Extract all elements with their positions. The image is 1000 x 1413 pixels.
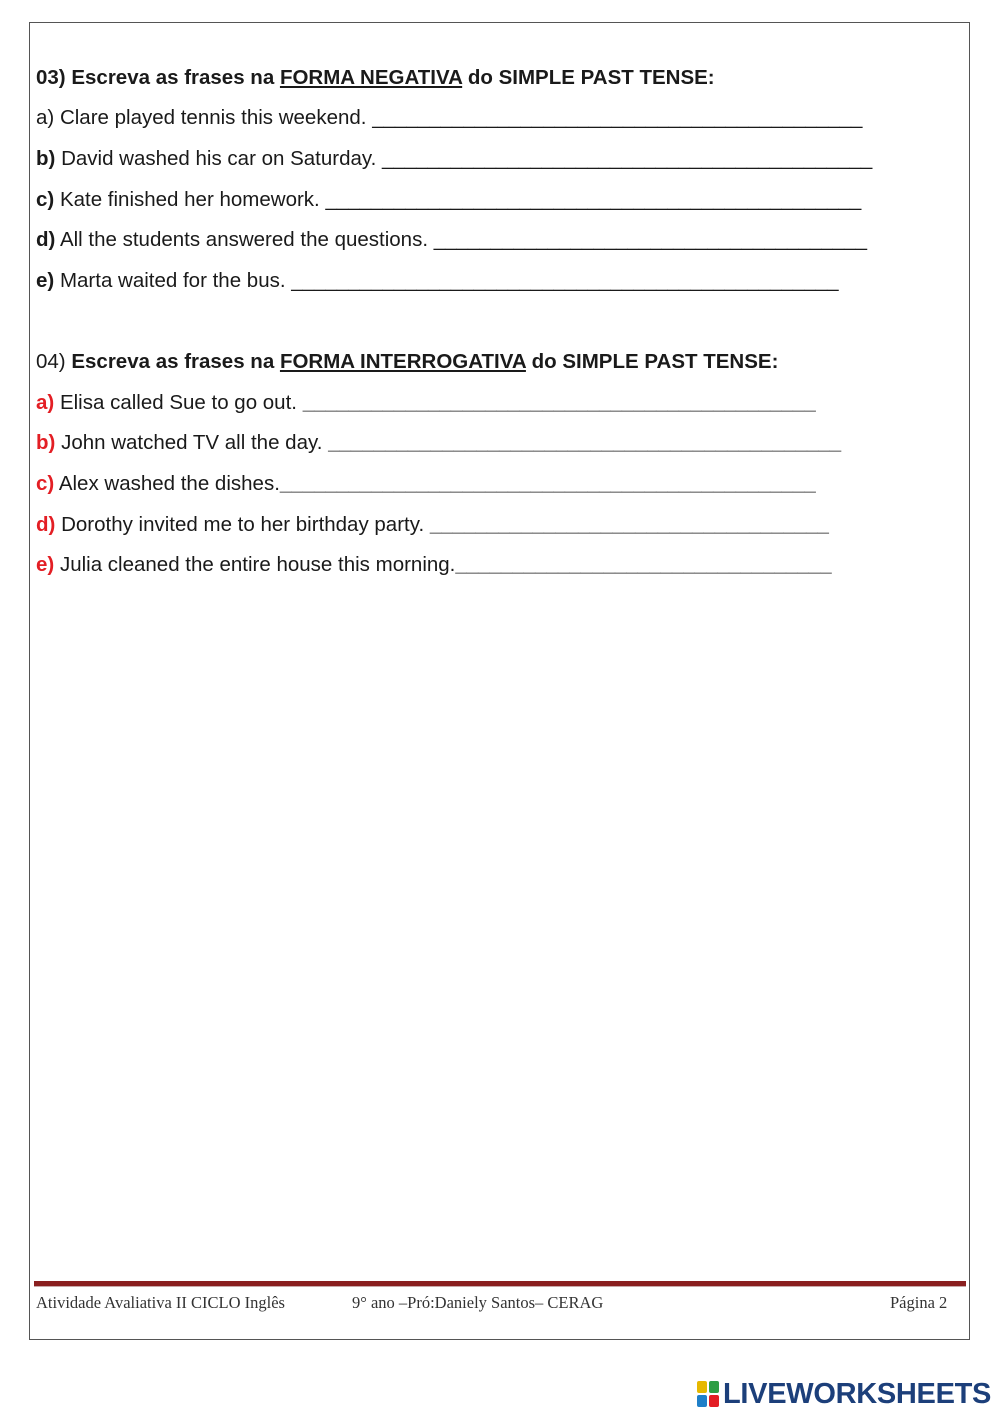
q03-item-b-answer-blank[interactable]: ___________________________________________ <box>382 147 873 170</box>
q03-item-a-text: Clare played tennis this weekend. <box>59 106 367 129</box>
q04-item-d-answer-blank[interactable]: ___________________________________ <box>429 513 829 536</box>
footer-page-number: Página 2 <box>890 1293 948 1312</box>
q03-item-b <box>36 146 872 172</box>
logo-square-red <box>709 1395 719 1407</box>
q04-item-a-text: Elisa called Sue to go out. <box>59 391 297 414</box>
q04-item-b <box>36 430 841 456</box>
q04-item-b-label: b) <box>36 431 56 454</box>
q03-item-b-label: b) <box>36 147 56 170</box>
logo-square-green <box>709 1381 719 1393</box>
q03-item-d <box>36 227 867 253</box>
q04-item-e-text: Julia cleaned the entire house this morning. <box>59 553 456 576</box>
q03-item-c-label: c) <box>36 188 55 211</box>
q03-item-a-label: a) <box>36 106 55 129</box>
q03-item-a <box>36 105 862 131</box>
q03-number: 03) <box>36 66 66 89</box>
footer-divider <box>34 1281 966 1287</box>
q04-item-a-label: a) <box>36 391 55 414</box>
q04-item-a <box>36 390 816 416</box>
q03-item-c-answer-blank[interactable]: _______________________________________________ <box>325 188 862 211</box>
q03-item-d-text: All the students answered the questions. <box>59 228 429 251</box>
footer-course: Atividade Avaliativa II CICLO Inglês <box>36 1293 285 1312</box>
q04-item-e <box>36 552 832 578</box>
q04-item-d-text: Dorothy invited me to her birthday party. <box>61 513 425 536</box>
page-border <box>29 22 970 1340</box>
q04-item-d <box>36 512 829 538</box>
q04-item-c-answer-blank[interactable]: _______________________________________________ <box>279 472 816 495</box>
q03-heading <box>36 65 715 91</box>
q04-number: 04) <box>36 350 66 373</box>
q03-heading-pre: Escreva as frases na <box>71 66 275 89</box>
q04-item-b-answer-blank[interactable]: _____________________________________________ <box>328 431 842 454</box>
q04-heading-pre: Escreva as frases na <box>71 350 275 373</box>
q04-item-d-label: d) <box>36 513 56 536</box>
q04-item-a-answer-blank[interactable]: _____________________________________________ <box>302 391 816 414</box>
q04-item-c <box>36 471 816 497</box>
q03-item-d-answer-blank[interactable]: ______________________________________ <box>433 228 867 251</box>
q03-item-b-text: David washed his car on Saturday. <box>61 147 377 170</box>
q04-item-c-label: c) <box>36 472 55 495</box>
q04-item-e-label: e) <box>36 553 55 576</box>
q03-item-c-text: Kate finished her homework. <box>59 188 320 211</box>
q03-item-c <box>36 187 861 213</box>
footer-class-teacher: 9° ano –Pró:Daniely Santos– CERAG <box>352 1293 604 1312</box>
q03-item-d-label: d) <box>36 228 56 251</box>
q04-heading-post: do SIMPLE PAST TENSE: <box>531 350 779 373</box>
q03-item-e-label: e) <box>36 269 55 292</box>
q04-heading <box>36 349 778 375</box>
q04-item-e-answer-blank[interactable]: _________________________________ <box>455 553 832 576</box>
q04-item-b-text: John watched TV all the day. <box>61 431 323 454</box>
q03-heading-underlined: FORMA NEGATIVA <box>279 66 463 89</box>
q03-item-e-text: Marta waited for the bus. <box>59 269 286 292</box>
q04-heading-underlined: FORMA INTERROGATIVA <box>279 350 526 373</box>
logo-square-yellow <box>697 1381 707 1393</box>
liveworksheets-logo <box>697 1377 991 1411</box>
q03-item-e <box>36 268 839 294</box>
liveworksheets-logo-text: LIVEWORKSHEETS <box>723 1377 992 1410</box>
q03-item-e-answer-blank[interactable]: ________________________________________________ <box>291 269 839 292</box>
liveworksheets-logo-icon <box>697 1381 719 1407</box>
q03-item-a-answer-blank[interactable]: ___________________________________________ <box>372 106 863 129</box>
q04-item-c-text: Alex washed the dishes. <box>58 472 280 495</box>
logo-square-blue <box>697 1395 707 1407</box>
q03-heading-post: do SIMPLE PAST TENSE: <box>467 66 715 89</box>
